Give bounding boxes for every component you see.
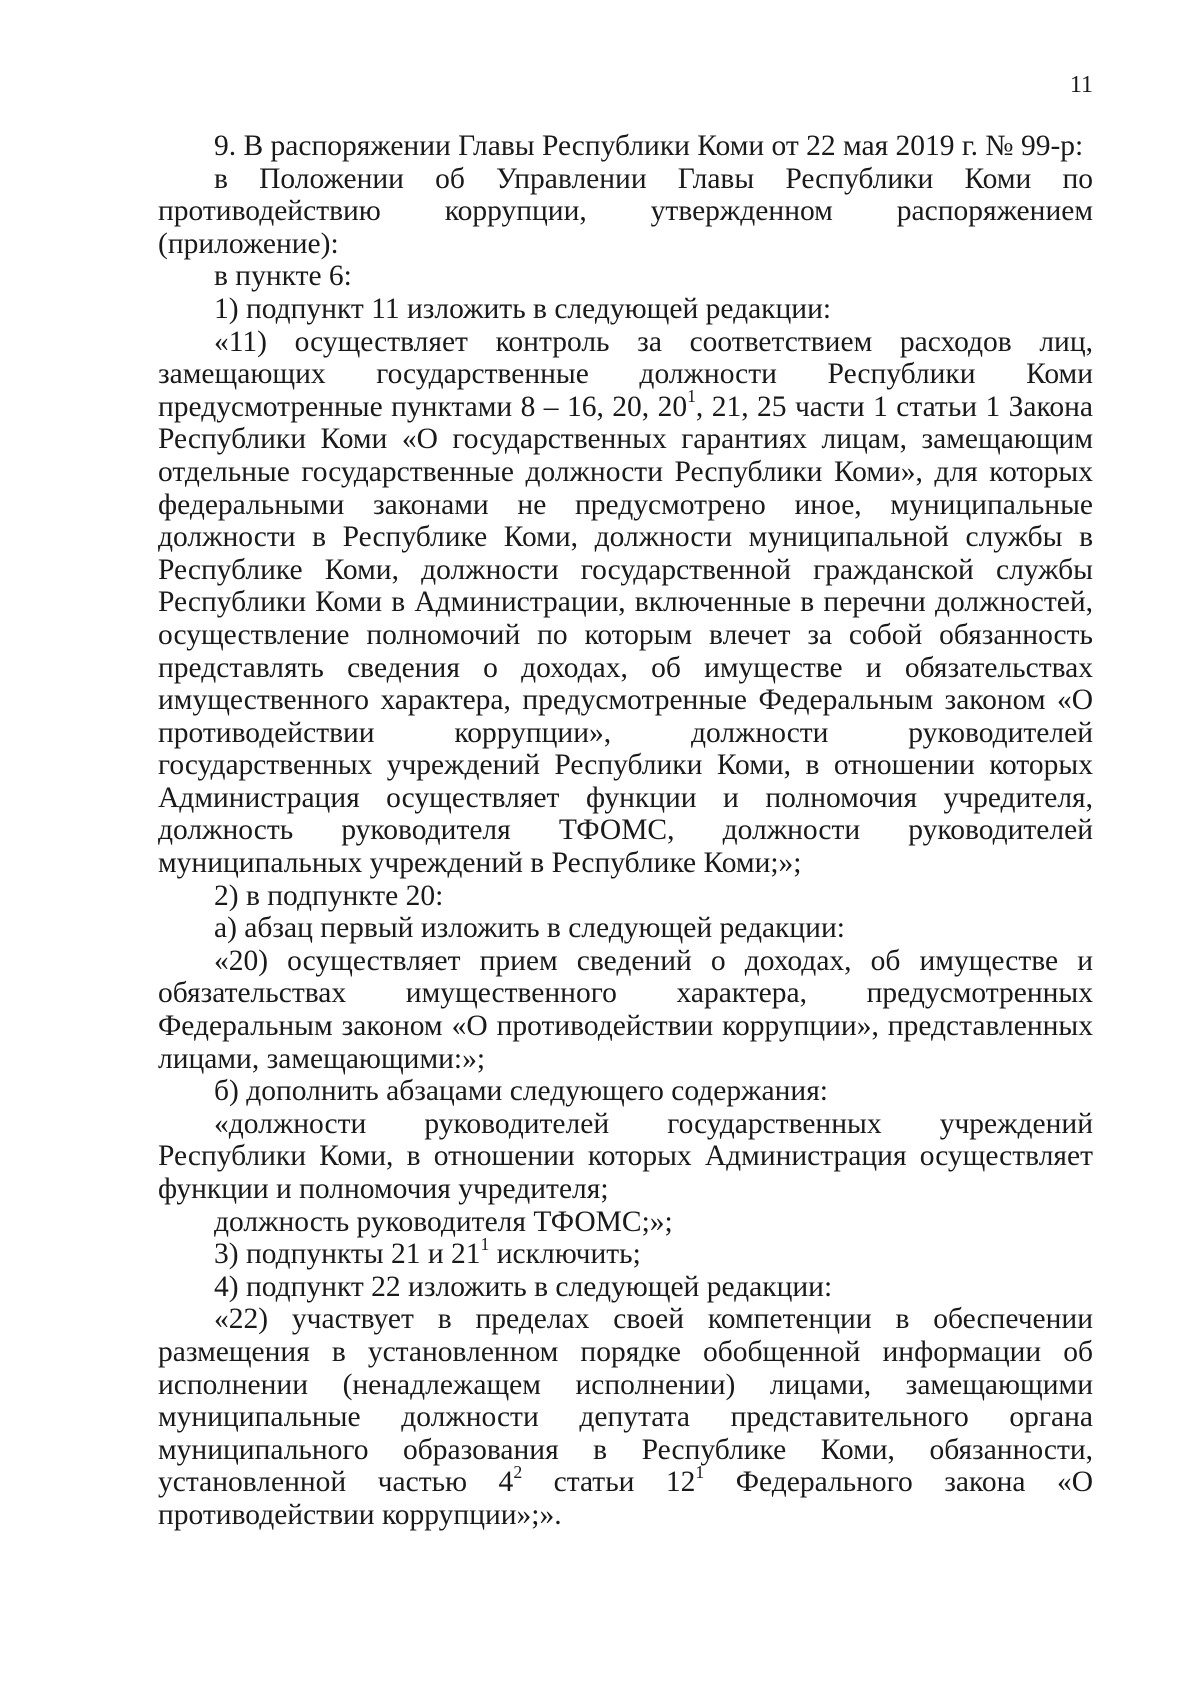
paragraph (158, 1271, 1093, 1304)
paragraph (158, 326, 1093, 880)
text-run: «20) осуществляет прием сведений о доходах, об имуществе и обязательствах имущественного характера, предусмотренных Федеральным законом «О противодействии коррупции», представленных лицами, замещающими:»; (158, 944, 1093, 1075)
text-run: , 21, 25 части 1 статьи 1 Закона Республики Коми «О государственных гарантиях лицам, замещающим отдельные государственные должности Республики Коми», для которых федеральными законами не предусмотрено иное, муниципальные должности в Республике Коми, должности муниципальной службы в Республике Коми, должности государственной гражданской службы Республики Коми в Администрации, включенные в перечни должностей, осуществление полномочий по которым влечет за собой обязанность представлять сведения о доходах, об имуществе и обязательствах имущественного характера, предусмотренные Федеральным законом «О противодействии коррупции», должности руководителей государственных учреждений Республики Коми, в отношении которых Администрация осуществляет функции и полномочия учредителя, должность руководителя ТФОМС, должности руководителей муниципальных учреждений в Республике Коми;»; (158, 390, 1093, 880)
paragraph (158, 1233, 1093, 1271)
superscript: 1 (480, 1233, 490, 1254)
superscript: 1 (695, 1461, 705, 1482)
text-run: «должности руководителей государственных учреждений Республики Коми, в отношении которых Администрация осуществляет функции и полномочия учредителя; (158, 1107, 1093, 1205)
text-run: в Положении об Управлении Главы Республики Коми по противодействию коррупции, утвержденном распоряжением (приложение): (158, 162, 1093, 260)
text-run: 9. В распоряжении Главы Республики Коми от 22 мая 2019 г. № 99-р: (214, 130, 1084, 162)
paragraph (158, 1303, 1093, 1531)
text-run: Федерального закона «О противодействии коррупции»;». (158, 1466, 1094, 1531)
text-run: 1) подпункт 11 изложить в следующей редакции: (214, 292, 832, 325)
text-run: статьи 12 (522, 1466, 696, 1499)
paragraph (158, 293, 1093, 326)
paragraph (158, 130, 1093, 163)
paragraph (158, 880, 1093, 913)
text-run: «11) осуществляет контроль за соответствием расходов лиц, замещающих государственные должности Республики Коми предусмотренные пунктами 8 – 16, 20, 20 (158, 325, 1093, 423)
text-run: б) дополнить абзацами следующего содержания: (214, 1075, 828, 1108)
paragraph (158, 1075, 1093, 1108)
paragraph (158, 1206, 1093, 1239)
superscript: 1 (687, 386, 696, 407)
text-run: а) абзац первый изложить в следующей редакции: (214, 912, 845, 945)
document-body (158, 130, 1093, 1532)
paragraph (158, 163, 1093, 261)
paragraph (158, 912, 1093, 945)
text-run: 3) подпункты 21 и 21 (214, 1238, 481, 1271)
text-run: «22) участвует в пределах своей компетенции в обеспечении размещения в установленном порядке обобщенной информации об исполнении (ненадлежащем исполнении) лицами, замещающими муниципальные должности депутата представительного органа муниципального образования в Республике Коми, обязанности, установленной частью 4 (158, 1303, 1093, 1499)
text-run: должность руководителя ТФОМС;»; (214, 1205, 673, 1238)
text-run: 4) подпункт 22 изложить в следующей редакции: (214, 1270, 833, 1303)
text-run: 2) в подпункте 20: (214, 879, 444, 912)
superscript: 2 (513, 1461, 523, 1482)
paragraph (158, 945, 1093, 1075)
text-run: исключить; (489, 1238, 641, 1271)
page-number: 11 (1069, 72, 1093, 98)
paragraph (158, 1108, 1093, 1206)
text-run: в пункте 6: (214, 260, 352, 293)
paragraph (158, 260, 1093, 293)
